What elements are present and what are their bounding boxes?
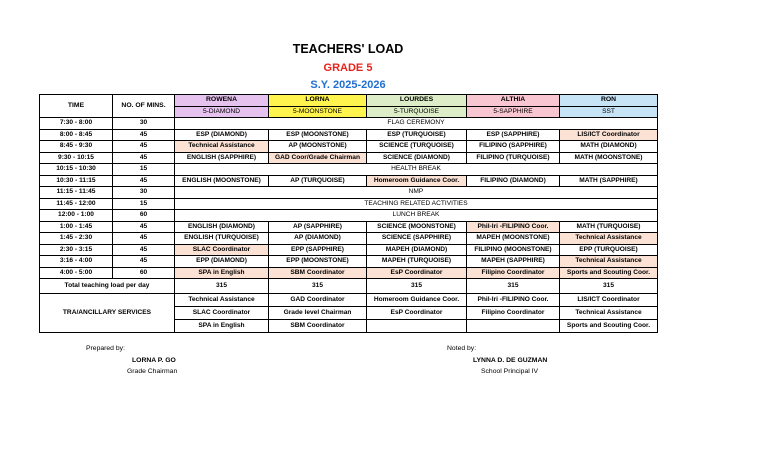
activity-span-cell: HEALTH BREAK bbox=[175, 164, 658, 176]
noted-by-role: School Principal IV bbox=[481, 368, 539, 375]
time-cell: 2:30 - 3:15 bbox=[40, 244, 113, 256]
grade-label: GRADE 5 bbox=[323, 62, 373, 74]
load-cell: SCIENCE (SAPPHIRE) bbox=[367, 233, 467, 245]
time-cell: 12:00 - 1:00 bbox=[40, 210, 113, 222]
mins-cell: 45 bbox=[113, 175, 175, 187]
time-cell: 8:00 - 8:45 bbox=[40, 129, 113, 141]
ancillary-cell bbox=[367, 320, 467, 333]
ancillary-cell: Technical Assistance bbox=[175, 294, 269, 307]
load-cell: MAPEH (MOONSTONE) bbox=[467, 233, 560, 245]
ancillary-cell: Homeroom Guidance Coor. bbox=[367, 294, 467, 307]
load-cell: EsP Coordinator bbox=[367, 267, 467, 279]
load-cell: ENGLISH (SAPPHIRE) bbox=[175, 152, 269, 164]
total-value: 315 bbox=[367, 279, 467, 294]
ancillary-cell: LIS/ICT Coordinator bbox=[560, 294, 658, 307]
mins-cell: 45 bbox=[113, 141, 175, 153]
activity-span-cell: FLAG CEREMONY bbox=[175, 118, 658, 130]
total-value: 315 bbox=[175, 279, 269, 294]
time-cell: 7:30 - 8:00 bbox=[40, 118, 113, 130]
ancillary-row bbox=[40, 294, 658, 307]
mins-cell: 60 bbox=[113, 210, 175, 222]
ancillary-cell: Phil-Iri -FILIPINO Coor. bbox=[467, 294, 560, 307]
teacher-name-rowena: ROWENA bbox=[175, 95, 269, 107]
load-cell: MAPEH (TURQUOISE) bbox=[367, 256, 467, 268]
load-cell: Technical Assistance bbox=[560, 256, 658, 268]
ancillary-cell bbox=[467, 320, 560, 333]
schedule-row bbox=[40, 152, 658, 164]
load-cell: EPP (MOONSTONE) bbox=[269, 256, 367, 268]
time-cell: 4:00 - 5:00 bbox=[40, 267, 113, 279]
mins-cell: 45 bbox=[113, 221, 175, 233]
load-cell: ESP (DIAMOND) bbox=[175, 129, 269, 141]
load-cell: Sports and Scouting Coor. bbox=[560, 267, 658, 279]
prepared-name-text: LORNA P. GO bbox=[132, 357, 176, 364]
load-cell: ESP (TURQUOISE) bbox=[367, 129, 467, 141]
time-cell: 10:15 - 10:30 bbox=[40, 164, 113, 176]
schedule-row bbox=[40, 221, 658, 233]
teacher-name-ron: RON bbox=[560, 95, 658, 107]
time-cell: 1:00 - 1:45 bbox=[40, 221, 113, 233]
time-cell: 11:15 - 11:45 bbox=[40, 187, 113, 199]
header-row-names bbox=[40, 95, 658, 107]
schedule-row bbox=[40, 175, 658, 187]
mins-cell: 45 bbox=[113, 129, 175, 141]
load-cell: Phil-Iri -FILIPINO Coor. bbox=[467, 221, 560, 233]
schedule-row bbox=[40, 129, 658, 141]
total-row bbox=[40, 279, 658, 294]
load-cell: ENGLISH (DIAMOND) bbox=[175, 221, 269, 233]
load-cell: EPP (TURQUOISE) bbox=[560, 244, 658, 256]
ancillary-cell: EsP Coordinator bbox=[367, 307, 467, 320]
load-cell: FILIPINO (MOONSTONE) bbox=[467, 244, 560, 256]
ancillary-cell: Sports and Scouting Coor. bbox=[560, 320, 658, 333]
time-cell: 1:45 - 2:30 bbox=[40, 233, 113, 245]
mins-cell: 45 bbox=[113, 256, 175, 268]
teachers-load-table bbox=[39, 94, 658, 333]
page-title: TEACHERS' LOAD bbox=[292, 42, 404, 56]
load-cell: SCIENCE (TURQUOISE) bbox=[367, 141, 467, 153]
activity-span-cell: NMP bbox=[175, 187, 658, 199]
load-cell: MATH (SAPPHIRE) bbox=[560, 175, 658, 187]
load-cell: SBM Coordinator bbox=[269, 267, 367, 279]
total-value: 315 bbox=[269, 279, 367, 294]
load-cell: FILIPINO (SAPPHIRE) bbox=[467, 141, 560, 153]
load-cell: ENGLISH (TURQUOISE) bbox=[175, 233, 269, 245]
load-cell: LIS/ICT Coordinator bbox=[560, 129, 658, 141]
mins-cell: 45 bbox=[113, 244, 175, 256]
ancillary-cell: Filipino Coordinator bbox=[467, 307, 560, 320]
schedule-row bbox=[40, 267, 658, 279]
load-cell: MATH (DIAMOND) bbox=[560, 141, 658, 153]
schedule-row bbox=[40, 233, 658, 245]
mins-cell: 45 bbox=[113, 233, 175, 245]
total-value: 315 bbox=[467, 279, 560, 294]
load-cell: MATH (MOONSTONE) bbox=[560, 152, 658, 164]
load-cell: GAD Coor/Grade Chairman bbox=[269, 152, 367, 164]
noted-by-name bbox=[473, 357, 547, 364]
school-year: S.Y. 2025-2026 bbox=[310, 79, 386, 91]
time-cell: 9:30 - 10:15 bbox=[40, 152, 113, 164]
schedule-row bbox=[40, 244, 658, 256]
ancillary-cell: SLAC Coordinator bbox=[175, 307, 269, 320]
ancillary-cell: SBM Coordinator bbox=[269, 320, 367, 333]
load-cell: ENGLISH (MOONSTONE) bbox=[175, 175, 269, 187]
load-cell: Technical Assistance bbox=[560, 233, 658, 245]
load-cell: EPP (DIAMOND) bbox=[175, 256, 269, 268]
section-rowena: 5-DIAMOND bbox=[175, 106, 269, 118]
prepared-by-label: Prepared by: bbox=[86, 345, 125, 352]
time-cell: 11:45 - 12:00 bbox=[40, 198, 113, 210]
ancillary-cell: Technical Assistance bbox=[560, 307, 658, 320]
load-cell: MAPEH (DIAMOND) bbox=[367, 244, 467, 256]
schedule-row bbox=[40, 210, 658, 222]
prepared-by-role: Grade Chairman bbox=[127, 368, 178, 375]
load-cell: EPP (SAPPHIRE) bbox=[269, 244, 367, 256]
schedule-row bbox=[40, 141, 658, 153]
load-cell: FILIPINO (DIAMOND) bbox=[467, 175, 560, 187]
load-cell: FILIPINO (TURQUOISE) bbox=[467, 152, 560, 164]
prepared-by-name bbox=[132, 357, 176, 364]
noted-name-text: LYNNA D. DE GUZMAN bbox=[473, 357, 548, 364]
mins-cell: 60 bbox=[113, 267, 175, 279]
schedule-row bbox=[40, 187, 658, 199]
load-cell: SPA in English bbox=[175, 267, 269, 279]
ancillary-cell: Grade level Chairman bbox=[269, 307, 367, 320]
mins-cell: 45 bbox=[113, 152, 175, 164]
schedule-row bbox=[40, 118, 658, 130]
load-cell: Filipino Coordinator bbox=[467, 267, 560, 279]
ancillary-cell: SPA in English bbox=[175, 320, 269, 333]
mins-cell: 30 bbox=[113, 118, 175, 130]
load-cell: AP (MOONSTONE) bbox=[269, 141, 367, 153]
load-cell: SLAC Coordinator bbox=[175, 244, 269, 256]
noted-by-label: Noted by: bbox=[447, 345, 477, 352]
load-cell: SCIENCE (MOONSTONE) bbox=[367, 221, 467, 233]
load-cell: AP (DIAMOND) bbox=[269, 233, 367, 245]
section-ron: SST bbox=[560, 106, 658, 118]
load-cell: MAPEH (SAPPHIRE) bbox=[467, 256, 560, 268]
load-cell: ESP (SAPPHIRE) bbox=[467, 129, 560, 141]
schedule-row bbox=[40, 256, 658, 268]
load-cell: SCIENCE (DIAMOND) bbox=[367, 152, 467, 164]
time-header: TIME bbox=[40, 95, 113, 118]
load-cell: ESP (MOONSTONE) bbox=[269, 129, 367, 141]
teacher-name-althia: ALTHIA bbox=[467, 95, 560, 107]
total-label: Total teaching load per day bbox=[40, 279, 175, 294]
time-cell: 8:45 - 9:30 bbox=[40, 141, 113, 153]
load-cell: AP (TURQUOISE) bbox=[269, 175, 367, 187]
teacher-name-lourdes: LOURDES bbox=[367, 95, 467, 107]
section-lourdes: 5-TURQUOISE bbox=[367, 106, 467, 118]
time-cell: 3:16 - 4:00 bbox=[40, 256, 113, 268]
load-cell: Technical Assistance bbox=[175, 141, 269, 153]
section-lorna: 5-MOONSTONE bbox=[269, 106, 367, 118]
load-cell: MATH (TURQUOISE) bbox=[560, 221, 658, 233]
mins-cell: 15 bbox=[113, 198, 175, 210]
total-value: 315 bbox=[560, 279, 658, 294]
schedule-row bbox=[40, 198, 658, 210]
mins-cell: 15 bbox=[113, 164, 175, 176]
load-cell: AP (SAPPHIRE) bbox=[269, 221, 367, 233]
ancillary-cell: GAD Coordinator bbox=[269, 294, 367, 307]
mins-header: NO. OF MINS. bbox=[113, 95, 175, 118]
teacher-name-lorna: LORNA bbox=[269, 95, 367, 107]
time-cell: 10:30 - 11:15 bbox=[40, 175, 113, 187]
section-althia: 5-SAPPHIRE bbox=[467, 106, 560, 118]
ancillary-label: TRA/ANCILLARY SERVICES bbox=[40, 294, 175, 333]
activity-span-cell: LUNCH BREAK bbox=[175, 210, 658, 222]
load-cell: Homeroom Guidance Coor. bbox=[367, 175, 467, 187]
activity-span-cell: TEACHING RELATED ACTIVITIES bbox=[175, 198, 658, 210]
mins-cell: 30 bbox=[113, 187, 175, 199]
schedule-row bbox=[40, 164, 658, 176]
